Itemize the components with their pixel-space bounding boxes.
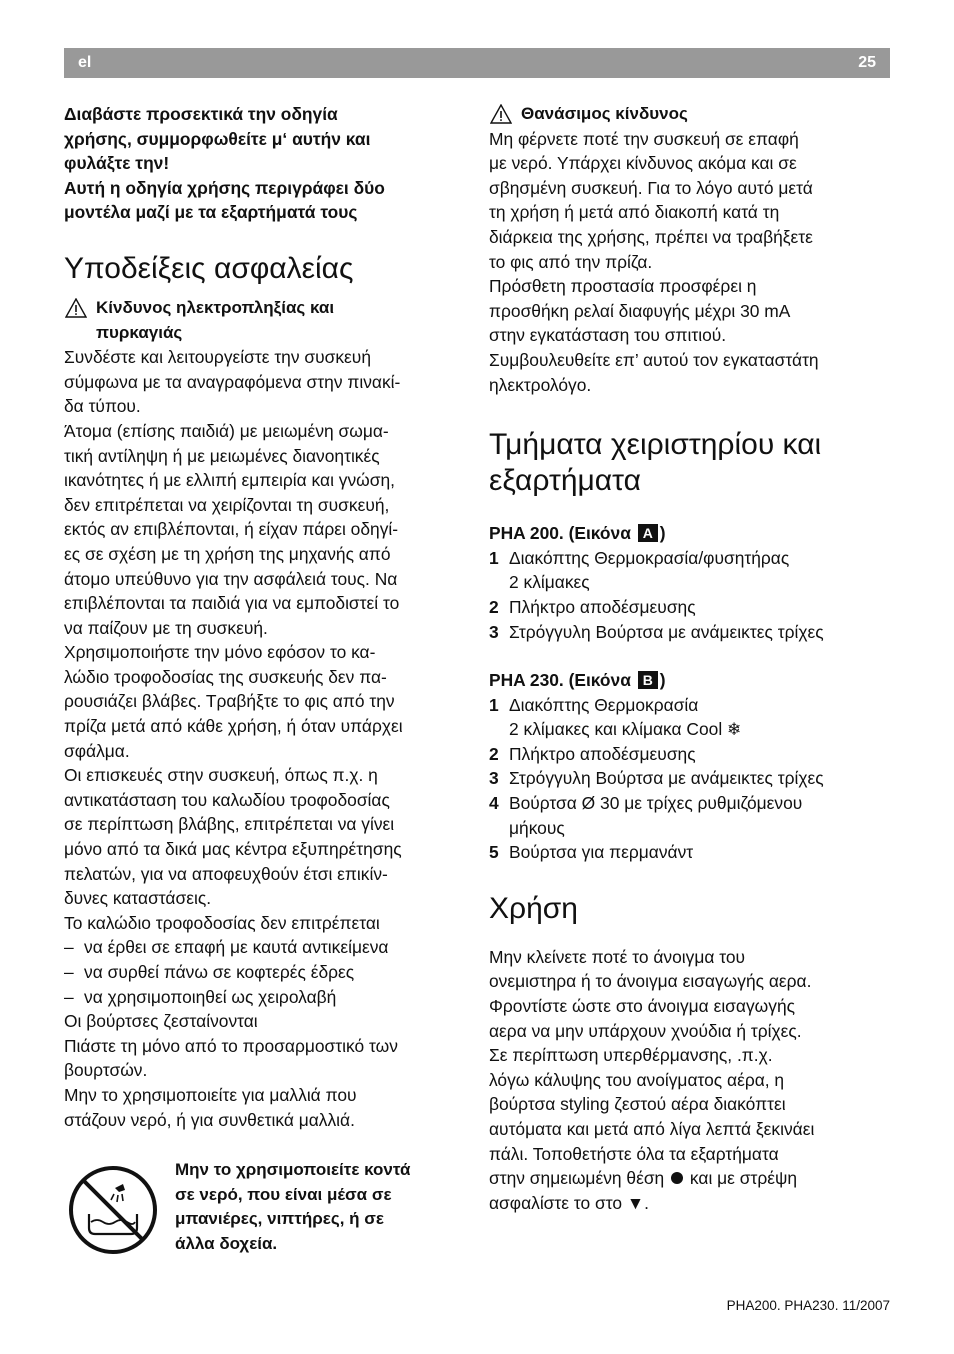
body-line: Μη φέρνετε ποτέ την συσκευή σε επαφή: [489, 128, 799, 149]
body-line: τική αντίληψη ή με μειωμένες διανοητικές: [64, 445, 380, 466]
no-water-icon: [67, 1164, 159, 1256]
dash-item-text: να έρθει σε επαφή με καυτά αντικείμενα: [84, 937, 389, 958]
safety-body-2: [64, 1009, 464, 1132]
part-number: 1: [489, 547, 499, 568]
part-number: 5: [489, 842, 499, 863]
body-line: Πιάστε τη μόνο από το προσαρμοστικό των: [64, 1035, 398, 1056]
body-line: πάλι. Τοποθετήστε όλα τα εξαρτήματα: [489, 1143, 779, 1164]
language-code: el: [78, 54, 92, 71]
dash-list-item: [64, 960, 464, 985]
warning-line: Κίνδυνος ηλεκτροπληξίας και: [96, 297, 335, 317]
intro-line: φυλάξτε την!: [64, 153, 170, 174]
dash-item-text: να συρθεί πάνω σε κοφτερές έδρες: [84, 962, 355, 982]
part-number: 2: [489, 596, 499, 617]
water-warning-line: μπανιέρες, νιπτήρες, ή σε: [175, 1209, 384, 1229]
body-line: Άτομα (επίσης παιδιά) με μειωμένη σωμα-: [64, 420, 389, 441]
body-line: βούρτσα styling ζεστού αέρα διακόπτει: [489, 1094, 786, 1115]
body-line: Μην το χρησιμοποιείτε για μαλλιά που: [64, 1084, 357, 1105]
body-line: δεν επιτρέπεται να χειρίζονται τη συσκευή,: [64, 494, 390, 515]
water-warning: [64, 1158, 464, 1258]
safety-body: [64, 345, 464, 935]
body-line: δυνες καταστάσεις.: [64, 888, 212, 909]
body-line: αερα να μην υπάρχουν χνούδια ή τρίχες.: [489, 1020, 802, 1041]
body-line: [489, 1166, 889, 1191]
dash-list-item: [64, 985, 464, 1010]
warning-line: πυρκαγιάς: [96, 322, 183, 342]
body-line: Μην κλείνετε ποτέ το άνοιγμα του: [489, 946, 746, 967]
part-item: [489, 620, 889, 645]
use-body: [489, 945, 889, 1216]
dash-bullet: –: [64, 937, 74, 958]
body-line: προσθήκη ρελαί διαφυγής μέχρι 30 mA: [489, 300, 791, 321]
part-number: 2: [489, 743, 499, 764]
body-line: αντικατάσταση του καλωδίου τροφοδοσίας: [64, 789, 390, 810]
body-line: τη χρήση ή μετά από διακοπή κατά τη: [489, 202, 780, 223]
left-column: [64, 102, 464, 1132]
body-line: ικανότητες ή με ελλιπή εμπειρία και γνώση,: [64, 470, 395, 491]
body-line: διάρκεια της χρήσης, πρέπει να τραβήξετε: [489, 226, 813, 247]
part-item: [489, 791, 889, 840]
part-number: 4: [489, 793, 499, 814]
body-line: Σε περίπτωση υπερθέρμανσης, .π.χ.: [489, 1045, 773, 1066]
body-line: επιβλέπονται τα παιδιά για να εμποδιστεί το: [64, 593, 400, 614]
part-text: μήκους: [509, 817, 565, 838]
title-close: ): [659, 523, 666, 544]
body-line: να παίζουν με τη συσκευή.: [64, 617, 268, 638]
intro-line: χρήσης, συμμορφωθείτε μ‘ αυτήν και: [64, 128, 371, 149]
warning-title: Θανάσιμος κίνδυνος: [521, 104, 688, 123]
body-line: αυτόματα και μετά από λίγα λεπτά ξεκινάει: [489, 1119, 815, 1139]
water-warning-line: Μην το χρησιμοποιείτε κοντά: [175, 1160, 411, 1179]
body-fragment: στην σημειωμένη θέση: [489, 1168, 665, 1189]
figure-a-badge: A: [638, 524, 658, 542]
body-line: σε περίπτωση βλάβης, επιτρέπεται να γίνει: [64, 814, 395, 835]
dash-bullet: –: [64, 986, 74, 1007]
part-text: 2 κλίμακες: [509, 572, 590, 593]
pha230-parts-list: [489, 693, 889, 865]
mortal-danger-warning: [489, 102, 889, 127]
intro-line: μοντέλα μαζί με τα εξαρτήματά τους: [64, 202, 358, 223]
dash-item-text: να χρησιμοποιηθεί ως χειρολαβή: [84, 986, 337, 1007]
water-warning-line: σε νερό, που είναι μέσα σε: [175, 1184, 392, 1204]
body-line: ασφαλίστε το στο ▼.: [489, 1192, 649, 1213]
heading-line: Τμήματα χειριστηρίου και: [489, 428, 822, 462]
body-line: σύμφωνα με τα αναγραφόμενα στην πινακί-: [64, 371, 401, 392]
body-line: άτομο υπεύθυνο για την ασφάλειά τους. Να: [64, 568, 398, 589]
water-warning-text: [175, 1158, 475, 1256]
water-warning-line: άλλα δοχεία.: [175, 1233, 278, 1253]
body-line: σβησμένη συσκευή. Για το λόγο αυτό μετά: [489, 177, 813, 198]
part-text: Στρόγγυλη Βούρτσα με ανάμεικτες τρίχες: [509, 768, 824, 789]
warning-triangle-icon: [65, 298, 87, 318]
body-line: με νερό. Υπάρχει κίνδυνος ακόμα και σε: [489, 153, 797, 174]
part-item: [489, 766, 889, 791]
body-line: στάζουν νερό, ή για συνθετικά μαλλιά.: [64, 1109, 355, 1130]
body-line: πελατών, για να αποφευχθούν έτσι επικίν-: [64, 863, 388, 884]
part-text: Διακόπτης Θερμοκρασία: [509, 694, 699, 715]
part-item: [489, 595, 889, 620]
part-text: Πλήκτρο αποδέσμευσης: [509, 743, 696, 764]
right-column: [489, 102, 889, 1215]
part-item: [489, 693, 889, 742]
body-line: Συνδέστε και λειτουργείστε την συσκευή: [64, 347, 371, 368]
heading-line: εξαρτήματα: [489, 464, 641, 498]
body-line: σφάλμα.: [64, 740, 130, 761]
mortal-danger-body: [489, 127, 889, 398]
body-line: βουρτσών.: [64, 1060, 148, 1081]
body-line: Οι επισκευές στην συσκευή, όπως π.χ. η: [64, 765, 378, 786]
dash-list: [64, 935, 464, 1009]
body-line: Το καλώδιο τροφοδοσίας δεν επιτρέπεται: [64, 912, 380, 933]
dash-list-item: [64, 935, 464, 960]
part-item: [489, 546, 889, 595]
part-item: [489, 840, 889, 865]
part-text: 2 κλίμακες και κλίμακα Cool ❄: [509, 719, 742, 740]
intro-line: Αυτή η οδηγία χρήσης περιγράφει δύο: [64, 177, 385, 198]
use-heading: Χρήση: [489, 891, 578, 925]
part-text: Διακόπτης Θερμοκρασία/φυσητήρας: [509, 547, 790, 568]
pha200-title: [489, 521, 889, 546]
body-line: Φροντίστε ώστε στο άνοιγμα εισαγωγής: [489, 996, 795, 1017]
part-text: Βούρτσα Ø 30 με τρίχες ρυθμιζόμενου: [509, 793, 803, 814]
body-line: στην εγκατάσταση του σπιτιού.: [489, 325, 727, 346]
title-close: ): [659, 670, 666, 691]
intro-text: [64, 102, 464, 225]
body-line: Συμβουλευθείτε επ’ αυτού τον εγκαταστάτη: [489, 349, 819, 370]
body-line: ηλεκτρολόγο.: [489, 374, 592, 395]
parts-heading: [489, 427, 889, 499]
part-number: 1: [489, 694, 499, 715]
body-line: μόνο από τα δικά μας κέντρα εξυπηρέτησης: [64, 839, 402, 860]
body-line: πρίζα μετά από κάθε χρήση, ή όταν υπάρχει: [64, 716, 403, 737]
electric-shock-warning: [64, 296, 464, 345]
body-line: ρουσιάζει βλάβες. Τραβήξτε το φις από την: [64, 691, 395, 712]
document-footer: PHA200. PHA230. 11/2007: [726, 1298, 890, 1313]
body-line: λόγω κάλυψης του ανοίγματος αέρα, η: [489, 1069, 785, 1090]
body-line: Πρόσθετη προστασία προσφέρει η: [489, 276, 757, 297]
intro-line: Διαβάστε προσεκτικά την οδηγία: [64, 104, 338, 124]
body-line: δα τύπου.: [64, 396, 141, 417]
pha200-parts-list: [489, 546, 889, 644]
body-line: Χρησιμοποιήστε την μόνο εφόσον το κα-: [64, 642, 376, 663]
body-line: ονεμιστηρα ή το άνοιγμα εισαγωγής αερα.: [489, 971, 812, 992]
body-line: το φις από την πρίζα.: [489, 251, 653, 272]
page-header: [64, 48, 890, 78]
warning-triangle-icon: [490, 104, 512, 124]
part-number: 3: [489, 768, 499, 789]
safety-heading: Υποδείξεις ασφαλείας: [64, 251, 354, 285]
model-title: PHA 200. (Εικόνα: [489, 523, 631, 544]
filled-dot-icon: [671, 1172, 683, 1184]
body-line: ες σε σχέση με τη χρήση της μηχανής από: [64, 543, 391, 564]
body-fragment: και με στρέψη: [689, 1168, 798, 1189]
body-line: εκτός αν επιβλέπονται, ή είχαν πάρει οδηγί-: [64, 519, 399, 540]
figure-b-badge: B: [638, 671, 658, 689]
dash-bullet: –: [64, 962, 74, 982]
page-number: 25: [858, 54, 876, 71]
body-line: Οι βούρτσες ζεσταίνονται: [64, 1011, 258, 1032]
body-line: λώδιο τροφοδοσίας της συσκευής δεν πα-: [64, 666, 387, 687]
part-text: Στρόγγυλη Βούρτσα με ανάμεικτες τρίχες: [509, 621, 824, 642]
part-text: Βούρτσα για περμανάντ: [509, 842, 694, 863]
model-title: PHA 230. (Εικόνα: [489, 670, 631, 691]
part-text: Πλήκτρο αποδέσμευσης: [509, 596, 696, 617]
pha230-title: [489, 668, 889, 693]
part-number: 3: [489, 621, 499, 642]
part-item: [489, 742, 889, 767]
